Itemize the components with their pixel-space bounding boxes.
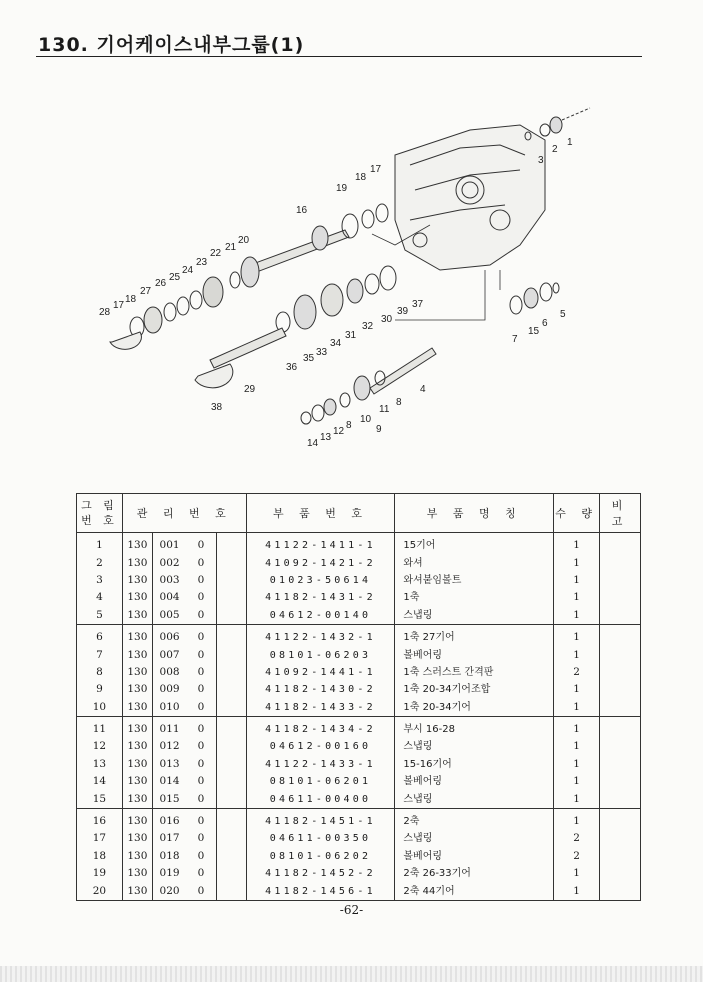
spacer-cell [216,773,246,790]
spacer-cell [216,882,246,900]
callout-label: 4 [420,384,426,395]
figure-no-cell: 18 [77,848,123,865]
header-part-no: 부 품 번 호 [246,494,395,533]
remarks-cell [600,624,641,646]
group-code-cell: 130 [122,624,152,646]
scan-edge [0,966,703,982]
callout-label: 28 [99,307,111,318]
part-number-cell: 04612-00140 [246,607,395,625]
variant-code-cell: 0 [186,756,216,773]
variant-code-cell: 0 [186,699,216,717]
figure-no-cell: 6 [77,624,123,646]
variant-code-cell: 0 [186,664,216,681]
part-number-cell: 08101-06201 [246,773,395,790]
item-code-cell: 017 [159,832,180,845]
callout-label: 33 [316,347,328,358]
group-code-cell: 130 [122,756,152,773]
remarks-cell [600,882,641,900]
figure-no-cell: 16 [77,808,123,830]
header-part-name: 부 품 명 칭 [395,494,554,533]
callout-label: 22 [210,248,222,259]
item-code-cell: 008 [159,665,180,678]
variant-code-cell: 0 [186,624,216,646]
callout-label: 27 [140,286,152,297]
spacer-cell [216,589,246,606]
figure-no-cell: 15 [77,790,123,808]
table-row [77,882,641,900]
variant-code-cell: 0 [186,830,216,847]
callout-label: 38 [211,402,223,413]
part-number-cell: 41092-1421-2 [246,554,395,571]
part-number-cell: 41182-1452-2 [246,865,395,882]
quantity-cell: 1 [554,646,600,663]
group-code-cell: 130 [122,882,152,900]
table-row [77,699,641,717]
part-number-cell: 41122-1432-1 [246,624,395,646]
callout-label: 10 [360,414,372,425]
variant-code-cell: 0 [186,790,216,808]
callout-label: 11 [379,404,390,415]
remarks-cell [600,572,641,589]
remarks-cell [600,589,641,606]
callout-label: 3 [538,155,544,166]
item-code-cell: 006 [159,631,180,644]
figure-no-cell: 13 [77,756,123,773]
table-row [77,830,641,847]
callout-label: 18 [125,294,137,305]
callout-label: 26 [155,278,167,289]
group-code-cell: 130 [122,716,152,738]
callout-label: 24 [182,265,194,276]
item-code-cell: 009 [159,683,180,696]
part-number-cell: 01023-50614 [246,572,395,589]
table-row [77,773,641,790]
remarks-cell [600,607,641,625]
part-name-cell: 2축 [395,808,554,830]
spacer-cell [216,848,246,865]
part-name-cell: 와셔 [395,554,554,571]
remarks-cell [600,716,641,738]
item-code-cell: 005 [152,607,186,625]
item-code-cell: 010 [152,699,186,717]
quantity-cell: 1 [554,554,600,571]
part-name-cell: 2축 44기어 [395,882,554,900]
quantity-cell: 1 [554,738,600,755]
quantity-cell: 1 [554,773,600,790]
quantity-cell: 1 [554,882,600,900]
variant-code-cell: 0 [186,808,216,830]
group-code-cell: 130 [122,790,152,808]
figure-no-cell: 2 [77,554,123,571]
callout-label: 30 [381,314,393,325]
variant-code-cell: 0 [186,848,216,865]
part-name-cell: 부시 16-28 [395,716,554,738]
quantity-cell: 1 [554,533,600,555]
part-number-cell: 08101-06203 [246,646,395,663]
part-number-cell: 41182-1431-2 [246,589,395,606]
callout-label: 15 [528,326,540,337]
figure-no-cell: 14 [77,773,123,790]
table-row [77,848,641,865]
callout-label: 25 [169,272,181,283]
parts-table [76,493,641,901]
table-row [77,589,641,606]
spacer-cell [216,738,246,755]
quantity-cell: 1 [554,865,600,882]
remarks-cell [600,554,641,571]
spacer-cell [216,865,246,882]
callout-label: 13 [320,432,332,443]
title-rule [36,56,642,57]
group-code-cell: 130 [122,808,152,830]
quantity-cell: 1 [554,607,600,625]
header-remarks: 비 고 [600,494,641,533]
part-number-cell: 08101-06202 [246,848,395,865]
spacer-cell [216,533,246,555]
figure-no-cell: 7 [77,646,123,663]
callout-label: 39 [397,306,409,317]
part-number-cell: 41182-1451-1 [246,808,395,830]
item-code-cell: 003 [159,573,180,586]
spacer-cell [216,756,246,773]
callout-label: 2 [552,144,558,155]
variant-code-cell: 0 [186,533,216,555]
table-row [77,865,641,882]
variant-code-cell: 0 [186,865,216,882]
callout-label: 35 [303,353,315,364]
figure-no-cell: 3 [77,572,123,589]
quantity-cell: 1 [554,808,600,830]
item-code-cell: 011 [159,723,180,736]
spacer-cell [216,646,246,663]
page-number: -62- [339,903,364,917]
shaft-29 [210,328,286,368]
spacer-cell [216,699,246,717]
callout-label: 9 [376,424,382,435]
callout-label: 6 [542,318,548,329]
callout-label: 16 [296,205,308,216]
remarks-cell [600,756,641,773]
variant-code-cell: 0 [186,572,216,589]
spacer-cell [216,607,246,625]
variant-code-cell: 0 [186,646,216,663]
table-row [77,607,641,625]
part-name-cell: 볼베어링 [395,848,554,865]
table-row [77,790,641,808]
variant-code-cell: 0 [186,607,216,625]
remarks-cell [600,664,641,681]
remarks-cell [600,681,641,698]
quantity-cell: 1 [554,681,600,698]
header-figure-no: 그 림 번 호 [77,494,123,533]
callout-label: 8 [346,420,352,431]
callout-label: 12 [333,426,345,437]
part-name-cell: 볼베어링 [395,646,554,663]
part-number-cell: 41092-1441-1 [246,664,395,681]
quantity-cell: 2 [554,848,600,865]
variant-code-cell: 0 [186,589,216,606]
figure-no-cell: 8 [77,664,123,681]
group-code-cell: 130 [122,848,152,865]
callout-label: 5 [560,309,566,320]
cap-28 [110,332,141,349]
figure-no-cell: 10 [77,699,123,717]
part-name-cell: 스냅링 [395,830,554,847]
part-number-cell: 04612-00160 [246,738,395,755]
group-code-cell: 130 [122,607,152,625]
exploded-parts-diagram [0,70,703,480]
part-name-cell: 1축 20-34기어조합 [395,681,554,698]
group-code-cell: 130 [122,554,152,571]
parts-table-body [77,533,641,901]
header-quantity: 수 량 [554,494,600,533]
callout-label: 19 [336,183,348,194]
table-row [77,756,641,773]
quantity-cell: 2 [554,664,600,681]
page-title: 130. 기어케이스내부그룹(1) [38,34,305,56]
variant-code-cell: 0 [186,773,216,790]
spacer-cell [216,624,246,646]
remarks-cell [600,848,641,865]
shaft-2 [250,230,349,273]
group-code-cell: 130 [122,533,152,555]
group-code-cell: 130 [122,830,152,847]
part-name-cell: 15기어 [395,533,554,555]
part-name-cell: 스냅링 [395,738,554,755]
callout-label: 20 [238,235,250,246]
table-row [77,646,641,663]
header-management-no: 관 리 번 호 [122,494,246,533]
variant-code-cell: 0 [186,681,216,698]
table-row [77,716,641,738]
remarks-cell [600,773,641,790]
variant-code-cell: 0 [186,554,216,571]
callout-label: 17 [370,164,382,175]
part-name-cell: 1축 20-34기어 [395,699,554,717]
part-name-cell: 스냅링 [395,607,554,625]
callout-label: 34 [330,338,342,349]
group-code-cell: 130 [122,646,152,663]
table-row [77,664,641,681]
part-name-cell: 볼베어링 [395,773,554,790]
quantity-cell: 1 [554,589,600,606]
quantity-cell: 1 [554,572,600,589]
quantity-cell: 2 [554,830,600,847]
part-name-cell: 와셔붙임볼트 [395,572,554,589]
spacer-cell [216,572,246,589]
callout-label: 31 [345,330,357,341]
figure-no-cell: 5 [77,607,123,625]
table-row [77,554,641,571]
spacer-cell [216,790,246,808]
part-name-cell: 1축 스러스트 간격판 [395,664,554,681]
quantity-cell: 1 [554,716,600,738]
item-code-cell: 001 [159,539,180,552]
part-number-cell: 41182-1456-1 [246,882,395,900]
group-code-cell: 130 [122,773,152,790]
remarks-cell [600,699,641,717]
part-name-cell: 15-16기어 [395,756,554,773]
part-name-cell: 1축 27기어 [395,624,554,646]
group-code-cell: 130 [122,664,152,681]
spacer-cell [216,808,246,830]
remarks-cell [600,865,641,882]
figure-no-cell: 11 [77,716,123,738]
part-name-cell: 스냅링 [395,790,554,808]
item-code-cell: 013 [159,757,180,770]
callout-label: 36 [286,362,298,373]
part-number-cell: 41182-1430-2 [246,681,395,698]
part-number-cell: 41182-1434-2 [246,716,395,738]
remarks-cell [600,830,641,847]
callout-label: 7 [512,334,518,345]
table-row [77,533,641,555]
spacer-cell [216,554,246,571]
spacer-cell [216,830,246,847]
spacer-cell [216,664,246,681]
remarks-cell [600,790,641,808]
table-row [77,624,641,646]
callout-label: 32 [362,321,374,332]
part-number-cell: 41182-1433-2 [246,699,395,717]
callout-label: 23 [196,257,208,268]
remarks-cell [600,808,641,830]
group-code-cell: 130 [122,699,152,717]
item-code-cell: 015 [152,790,186,808]
variant-code-cell: 0 [186,716,216,738]
callout-label: 1 [567,137,573,148]
figure-no-cell: 19 [77,865,123,882]
figure-no-cell: 17 [77,830,123,847]
item-code-cell: 018 [159,849,180,862]
variant-code-cell: 0 [186,738,216,755]
part-number-cell: 04611-00350 [246,830,395,847]
item-code-cell: 012 [159,740,180,753]
callout-label: 17 [113,300,125,311]
table-row [77,681,641,698]
quantity-cell: 1 [554,699,600,717]
part-number-cell: 41122-1411-1 [246,533,395,555]
group-code-cell: 130 [122,738,152,755]
item-code-cell: 020 [152,882,186,900]
remarks-cell [600,533,641,555]
item-code-cell: 016 [159,815,180,828]
callout-label: 21 [225,242,237,253]
item-code-cell: 014 [159,775,180,788]
quantity-cell: 1 [554,790,600,808]
item-code-cell: 004 [159,591,180,604]
group-code-cell: 130 [122,681,152,698]
table-row [77,738,641,755]
remarks-cell [600,646,641,663]
item-code-cell: 002 [159,556,180,569]
group-code-cell: 130 [122,589,152,606]
spacer-cell [216,716,246,738]
figure-no-cell: 1 [77,533,123,555]
figure-no-cell: 9 [77,681,123,698]
variant-code-cell: 0 [186,882,216,900]
table-row [77,808,641,830]
remarks-cell [600,738,641,755]
quantity-cell: 1 [554,756,600,773]
figure-no-cell: 12 [77,738,123,755]
group-code-cell: 130 [122,572,152,589]
part-number-cell: 04611-00400 [246,790,395,808]
spacer-cell [216,681,246,698]
part-name-cell: 1축 [395,589,554,606]
part-number-cell: 41122-1433-1 [246,756,395,773]
group-code-cell: 130 [122,865,152,882]
figure-no-cell: 20 [77,882,123,900]
callout-label: 18 [355,172,367,183]
figure-no-cell: 4 [77,589,123,606]
table-row [77,572,641,589]
quantity-cell: 1 [554,624,600,646]
callout-label: 8 [396,397,402,408]
callout-label: 14 [307,438,319,449]
item-code-cell: 007 [159,648,180,661]
item-code-cell: 019 [159,867,180,880]
callout-label: 29 [244,384,256,395]
part-name-cell: 2축 26-33기어 [395,865,554,882]
callout-label: 37 [412,299,424,310]
